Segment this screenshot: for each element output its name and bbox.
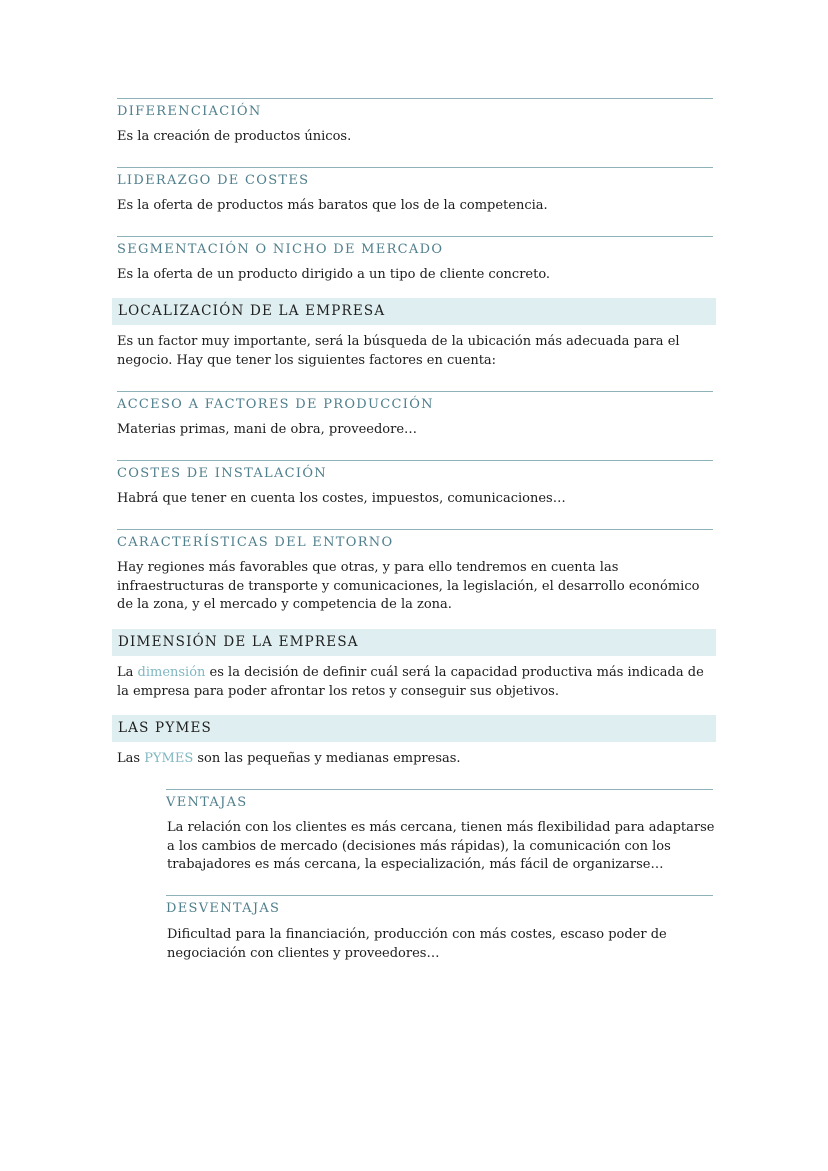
text-liderazgo-costes: Es la oferta de productos más baratos que los de la competencia. (117, 198, 548, 213)
heading-dimension: DIMENSIÓN DE LA EMPRESA (112, 629, 716, 656)
text-diferenciacion: Es la creación de productos únicos. (117, 129, 352, 144)
heading-caracteristicas-entorno: CARACTERÍSTICAS DEL ENTORNO (117, 529, 713, 552)
text-dimension-before: La (117, 665, 138, 680)
heading-ventajas: VENTAJAS (166, 789, 713, 812)
heading-liderazgo-costes: LIDERAZGO DE COSTES (117, 167, 713, 190)
heading-desventajas: DESVENTAJAS (166, 895, 713, 918)
heading-segmentacion: SEGMENTACIÓN O NICHO DE MERCADO (117, 236, 713, 259)
heading-acceso-factores: ACCESO A FACTORES DE PRODUCCIÓN (117, 391, 713, 414)
heading-diferenciacion: DIFERENCIACIÓN (117, 98, 713, 121)
text-pymes-after: son las pequeñas y medianas empresas. (193, 751, 461, 766)
heading-localizacion: LOCALIZACIÓN DE LA EMPRESA (112, 298, 716, 325)
pymes-link[interactable]: PYMES (144, 751, 194, 766)
heading-pymes: LAS PYMES (112, 715, 716, 742)
text-costes-instalacion: Habrá que tener en cuenta los costes, impuestos, comunicaciones… (117, 491, 566, 506)
text-localizacion: Es un factor muy importante, será la búsqueda de la ubicación más adecuada para el negocio. Hay que tener los siguientes factores en cuenta: (117, 334, 680, 368)
text-acceso-factores: Materias primas, mani de obra, proveedore… (117, 422, 418, 437)
heading-costes-instalacion: COSTES DE INSTALACIÓN (117, 460, 713, 483)
text-pymes (117, 750, 717, 769)
text-caracteristicas-entorno: Hay regiones más favorables que otras, y para ello tendremos en cuenta las infraestructuras de transporte y comunicaciones, la legislación, el desarrollo económico de la zona, y el mercado y competencia de la zona. (117, 560, 700, 612)
text-ventajas: La relación con los clientes es más cercana, tienen más flexibilidad para adaptarse a los cambios de mercado (decisiones más rápidas), la comunicación con los trabajadores es más cercana, la especialización, más fácil de organizarse… (167, 820, 715, 872)
text-segmentacion: Es la oferta de un producto dirigido a un tipo de cliente concreto. (117, 267, 551, 282)
text-pymes-before: Las (117, 751, 145, 766)
dimension-link[interactable]: dimensión (137, 665, 206, 680)
text-dimension (117, 664, 717, 701)
text-dimension-after: es la decisión de definir cuál será la capacidad productiva más indicada de la empresa para poder afrontar los retos y conseguir sus objetivos. (117, 665, 704, 699)
text-desventajas: Dificultad para la financiación, producción con más costes, escaso poder de negociación con clientes y proveedores… (167, 927, 667, 961)
